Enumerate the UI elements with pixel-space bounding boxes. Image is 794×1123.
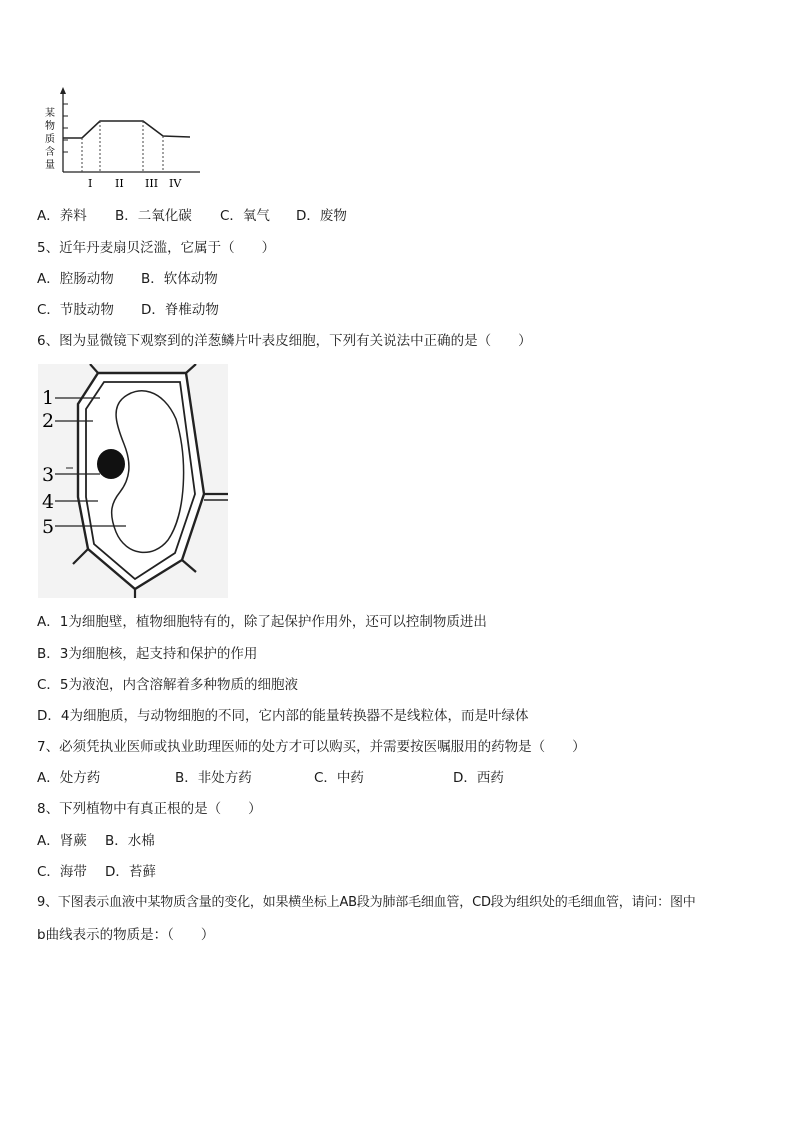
graph-ylabel-char: 质 — [45, 134, 55, 145]
graph-ylabel-char: 量 — [45, 160, 55, 171]
q8-option-d: D．苔藓 — [105, 864, 156, 880]
q6-option-c: C．5为液泡，内含溶解着多种物质的细胞液 — [37, 677, 299, 693]
q8-option-a: A．肾蕨 — [37, 833, 87, 849]
q8-stem: 8、下列植物中有真正根的是（ ） — [37, 801, 262, 817]
q5-option-c: C．节肢动物 — [37, 302, 114, 318]
q9-stem-line2: b曲线表示的物质是：（ ） — [37, 927, 215, 943]
q5-option-d: D．脊椎动物 — [141, 302, 219, 318]
q5-stem: 5、近年丹麦扇贝泛滥，它属于（ ） — [37, 240, 276, 256]
cell-label-5: 5 — [42, 516, 55, 538]
onion-cell-diagram — [38, 364, 228, 598]
graph-ylabel-char: 物 — [45, 121, 55, 132]
q6-option-a: A．1为细胞壁，植物细胞特有的，除了起保护作用外，还可以控制物质进出 — [37, 614, 487, 630]
q4-options — [37, 207, 347, 225]
q8-option-b: B．水棉 — [105, 833, 155, 849]
q8-options-row2 — [37, 863, 156, 881]
substance-content-graph — [40, 86, 210, 196]
q8-options-row1 — [37, 832, 155, 850]
q7-option-b: B．非处方药 — [175, 770, 252, 786]
q7-option-d: D．西药 — [453, 770, 504, 786]
cell-label-4: 4 — [42, 491, 55, 513]
q6-stem: 6、图为显微镜下观察到的洋葱鳞片叶表皮细胞，下列有关说法中正确的是（ ） — [37, 333, 532, 349]
graph-xlabel: I — [88, 177, 93, 190]
cell-label-2: 2 — [42, 410, 55, 432]
q6-option-b: B．3为细胞核，起支持和保护的作用 — [37, 646, 258, 662]
graph-ylabel-char: 含 — [45, 147, 55, 158]
q7-options — [37, 769, 504, 787]
q4-option-d: D．废物 — [296, 208, 347, 224]
q5-options-row2 — [37, 301, 219, 319]
q7-stem: 7、必须凭执业医师或执业助理医师的处方才可以购买，并需要按医嘱服用的药物是（ ） — [37, 739, 586, 755]
q4-option-c: C．氧气 — [220, 208, 270, 224]
cell-label-1: 1 — [42, 387, 55, 409]
q8-option-c: C．海带 — [37, 864, 87, 880]
q5-option-a: A．腔肠动物 — [37, 271, 114, 287]
q4-option-a: A．养料 — [37, 208, 87, 224]
q5-options-row1 — [37, 270, 218, 288]
graph-xlabel: III — [145, 177, 159, 190]
q6-option-d: D．4为细胞质，与动物细胞的不同，它内部的能量转换器不是线粒体，而是叶绿体 — [37, 708, 529, 724]
q7-option-c: C．中药 — [314, 770, 364, 786]
graph-ylabel-char: 某 — [45, 108, 55, 119]
q5-option-b: B．软体动物 — [141, 271, 218, 287]
q9-stem-line1: 9、下图表示血液中某物质含量的变化，如果横坐标上AB段为肺部毛细血管，CD段为组织处的毛细血管，请问：图中 — [37, 895, 696, 910]
graph-xlabel: II — [115, 177, 124, 190]
q4-option-b: B．二氧化碳 — [115, 208, 192, 224]
q7-option-a: A．处方药 — [37, 770, 101, 786]
graph-xlabel: IV — [169, 177, 182, 190]
cell-label-3: 3 — [42, 464, 55, 486]
